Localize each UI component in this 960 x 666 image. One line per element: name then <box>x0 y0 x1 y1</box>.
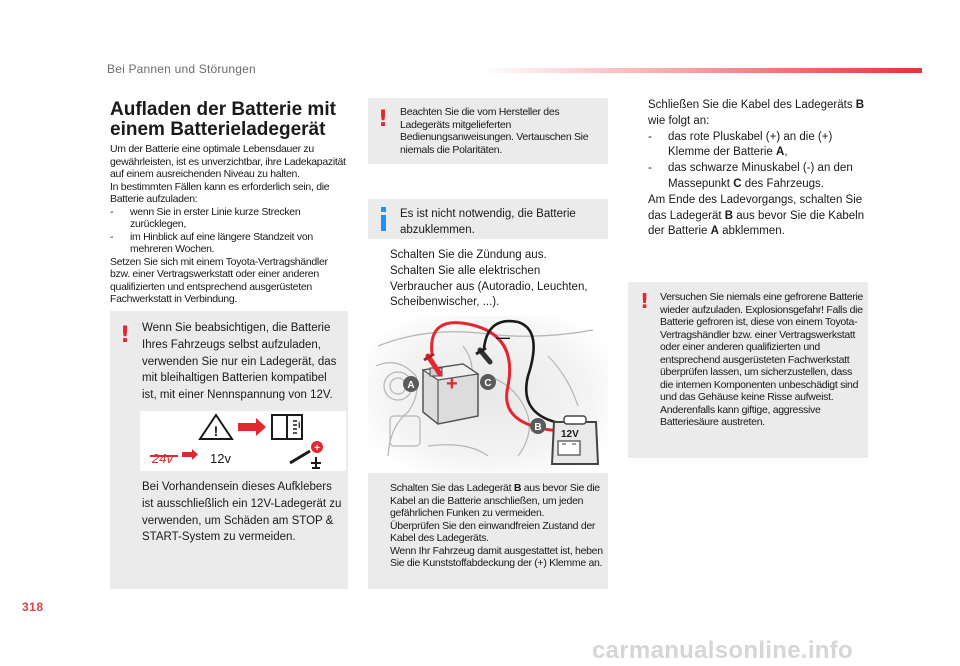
dash-symbol: - <box>110 230 114 243</box>
dash-black-bold: C <box>733 177 742 190</box>
info-box <box>368 199 608 239</box>
svg-text:!: ! <box>213 423 219 439</box>
warning-icon: ! <box>640 289 650 313</box>
label-12v: 12v <box>210 451 231 466</box>
page-number: 318 <box>22 600 44 614</box>
dash-red-post: , <box>784 146 788 159</box>
dash-black-post: des Fahrzeugs. <box>741 177 824 190</box>
engine-bay-drawing <box>368 316 608 472</box>
stop-start-sticker <box>140 411 346 471</box>
dash-red-pre: das rote Pluskabel (+) an die (+) Klemme der Batterie <box>668 130 833 159</box>
step-bottom-2: Überprüfen Sie den einwandfreien Zustand der Kabel des Ladegeräts. <box>390 519 596 544</box>
dash-symbol: - <box>648 130 652 143</box>
arrow-right-icon <box>238 418 266 436</box>
step-right-2-post: abklemmen. <box>718 225 785 238</box>
header-accent-bar <box>480 68 922 73</box>
step-right-2-bold-2: A <box>710 225 719 238</box>
step-right-1-post: wie folgt an: <box>648 114 710 127</box>
list-item <box>370 248 605 264</box>
warning-icon: ! <box>120 323 131 348</box>
warning-icon: ! <box>378 107 389 132</box>
label-a-marker <box>403 376 419 392</box>
warning-manufacturer-box <box>368 98 608 164</box>
steps-right-list <box>628 98 868 240</box>
step-right-2-pre: Am Ende des Ladevorgangs, schalten Sie das Ladegerät <box>648 193 863 222</box>
page-title <box>110 100 360 140</box>
dash-item-black-cable <box>628 161 868 193</box>
warning-triangle-icon <box>200 415 232 439</box>
steps-bottom-list <box>370 482 606 570</box>
title-line-1: Aufladen der Batterie mit <box>110 99 336 120</box>
minus-sign: — <box>496 329 510 345</box>
label-b: B <box>534 422 542 433</box>
step-right-1 <box>648 99 864 127</box>
step-right-2 <box>648 194 864 238</box>
steps-bottom-box <box>368 473 608 589</box>
label-b-marker <box>530 418 546 434</box>
label-c: C <box>484 378 492 389</box>
warning-frozen-text: Versuchen Sie niemals eine gefrorene Batterie wieder aufzuladen. Explosionsgefahr! Falls die Batterie gefroren ist, diese von einem Toyota-Vertragshändler bzw. einer Vertragswerkstatt oder einer anderen qualifizierten und entsprechend ausgerüsteten Fachwerkstatt überprüfen lassen, um sicherzustellen, dass die internen Komponenten unbeschädigt sind und das Gehäuse keine Risse aufweist. Anderenfalls kann giftige, aggressive Batteriesäure austreten. <box>660 291 864 428</box>
step-bottom-1-post: aus bevor Sie die Kabel an die Batterie anschließen, um jeden gefährlichen Funken zu vermeiden. <box>390 482 600 519</box>
list-item <box>628 193 868 240</box>
label-c-marker <box>480 374 496 390</box>
battery-clamp-icon <box>290 441 323 469</box>
charger-label: 12V <box>561 429 579 440</box>
svg-text:i: i <box>298 420 301 430</box>
intro-dash-item-2 <box>110 231 348 256</box>
plus-sign: + <box>446 373 458 395</box>
list-item <box>628 98 868 130</box>
warning-manufacturer-text: Beachten Sie die vom Hersteller des Ladegeräts mitgelieferten Bedienungsanweisungen. Vertauschen Sie niemals die Polaritäten. <box>400 106 589 156</box>
step-bottom-1-bold: B <box>513 482 522 494</box>
step-text-2: Schalten Sie alle elektrischen Verbraucher aus (Autoradio, Leuchten, Scheibenwischer, ...). <box>390 264 588 309</box>
svg-text:+: + <box>314 443 320 454</box>
step-bottom-1 <box>390 482 600 519</box>
step-right-1-bold: B <box>855 99 865 111</box>
sticker-graphic <box>140 411 346 471</box>
intro-dash-text-2: im Hinblick auf eine längere Standzeit von mehreren Wochen. <box>130 230 313 255</box>
info-icon <box>379 207 389 231</box>
warning-frozen-box <box>628 282 868 458</box>
label-a: A <box>407 380 415 391</box>
step-right-2-bold: B <box>724 209 734 222</box>
dash-symbol: - <box>648 162 652 175</box>
warning-12v-box <box>110 311 348 589</box>
intro-dash-text-1: wenn Sie in erster Linie kurze Strecken zurücklegen, <box>130 205 301 230</box>
watermark: carmanualsonline.info <box>592 637 854 664</box>
charger-icon <box>552 416 598 464</box>
intro-paragraph-1: Um der Batterie eine optimale Lebensdauer zu gewährleisten, ist es unverzichtbar, ihre Ladekapazität auf einem ausreichenden Niveau zu halten. <box>110 143 346 180</box>
battery-charging-illustration <box>368 316 608 472</box>
dash-symbol: - <box>110 205 114 218</box>
list-item <box>370 520 606 545</box>
step-text-1: Schalten Sie die Zündung aus. <box>390 249 547 261</box>
step-right-1-pre: Schließen Sie die Kabel des Ladegeräts <box>648 99 856 111</box>
list-item <box>370 482 606 520</box>
manual-book-icon <box>272 415 302 439</box>
steps-mid-list <box>370 248 605 311</box>
dash-red-bold: A <box>776 146 785 159</box>
warning-12v-text: Wenn Sie beabsichtigen, die Batterie Ihres Fahrzeugs selbst aufzuladen, verwenden Sie nur ein Ladegerät, das mit bleihaltigen Batterien kompatibel ist, mit einer Nennspannung von 12V. <box>142 322 337 402</box>
info-text: Es ist nicht notwendig, die Batterie abzuklemmen. <box>400 208 576 236</box>
label-24v: 24v <box>152 451 173 466</box>
intro-paragraph-2: In bestimmten Fällen kann es erforderlich sein, die Batterie aufzuladen: <box>110 180 330 205</box>
list-item <box>370 264 605 311</box>
intro-paragraph-3: Setzen Sie sich mit einem Toyota-Vertragshändler bzw. einer Vertragswerkstatt oder einer anderen qualifizierten und entsprechend ausgerüsteten Fachwerkstatt in Verbindung. <box>110 255 328 305</box>
intro-text <box>110 143 348 306</box>
title-line-2: einem Batterieladegerät <box>110 119 326 140</box>
step-bottom-3: Wenn Ihr Fahrzeug damit ausgestattet ist, heben Sie die Kunststoffabdeckung der (+) Klemme an. <box>390 544 603 569</box>
section-header: Bei Pannen und Störungen <box>107 62 256 76</box>
intro-dash-item-1 <box>110 206 348 231</box>
step-right-2-mid: aus bevor Sie die Kabeln der Batterie <box>648 209 865 238</box>
warning-sticker-text: Bei Vorhandensein dieses Aufklebers ist ausschließlich ein 12V-Ladegerät zu verwenden, um Schäden am STOP & START-System zu vermeiden. <box>142 481 342 544</box>
dash-item-red-cable <box>628 130 868 162</box>
step-bottom-1-pre: Schalten Sie das Ladegerät <box>390 482 514 494</box>
list-item <box>370 545 606 570</box>
arrow-right-icon <box>182 449 198 460</box>
dash-black-pre: das schwarze Minuskabel (-) an den Massepunkt <box>668 162 853 190</box>
